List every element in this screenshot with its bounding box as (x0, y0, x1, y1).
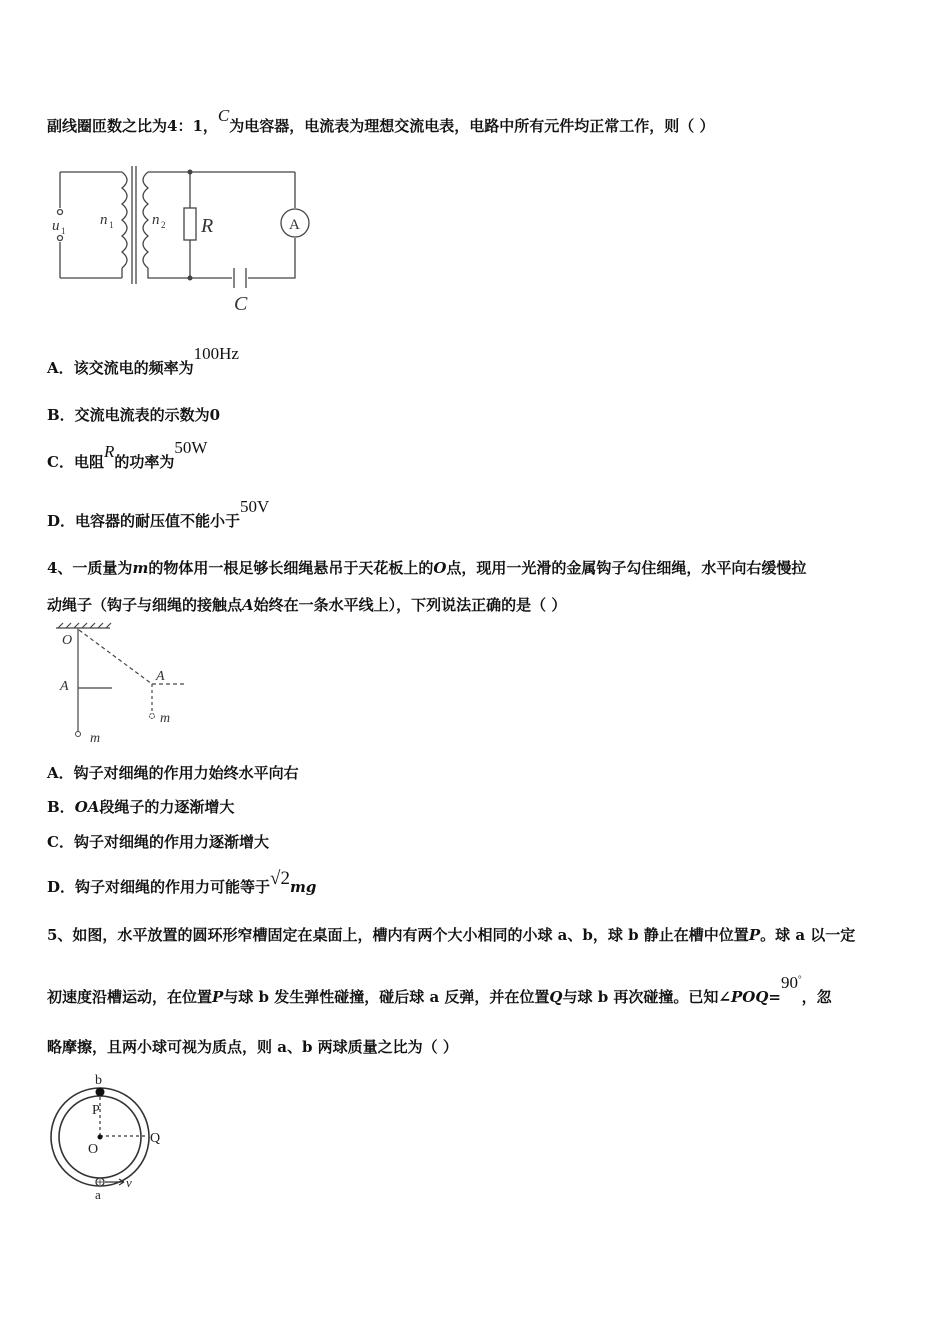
q4-option-c-text: C．钩子对细绳的作用力逐渐增大 (47, 833, 269, 851)
q5-stem-line1 (47, 924, 855, 945)
q3-capacitor-symbol: C (217, 106, 230, 125)
q4-option-c (47, 831, 269, 852)
q4-l1-c: 点，现用一光滑的金属钩子勾住细绳，水平向右缓慢拉 (446, 559, 807, 577)
q4-option-b-symbol: OA (74, 798, 100, 816)
q3-option-a-text: A．该交流电的频率为 (47, 359, 194, 377)
q4-option-a (47, 762, 299, 783)
q5-ring-groove-figure (48, 1070, 178, 1205)
fig-point-a-left-label: A (60, 679, 69, 694)
fig-n1-label: n (100, 212, 108, 228)
q4-stem-line2 (47, 594, 566, 615)
fig-n1-subscript: 1 (109, 220, 114, 230)
q3-option-a-value: 100Hz (193, 344, 239, 363)
q5-stem-line3 (47, 1036, 458, 1057)
q5-l1-b: 。球 a 以一定 (760, 926, 856, 944)
q3-option-c-value: 50W (174, 438, 208, 457)
q3-option-b (47, 404, 220, 425)
fig-center-o-label: O (88, 1142, 99, 1157)
q3-stem-post: 为电容器，电流表为理想交流电表，电路中所有元件均正常工作，则（ ） (229, 117, 715, 135)
q4-point-a-symbol: A (242, 596, 254, 614)
fig-point-a-right-label: A (156, 669, 165, 684)
q3-option-d-value: 50V (240, 497, 270, 516)
fig-mass-right-label: m (160, 711, 171, 726)
q5-l2-b: 与球 b 发生弹性碰撞，碰后球 a 反弹，并在位置 (223, 988, 550, 1006)
q4-option-d-sqrt: √2 (270, 868, 290, 889)
q4-option-a-text: A．钩子对细绳的作用力始终水平向右 (47, 764, 299, 782)
q4-l1-a: 4、一质量为 (47, 559, 133, 577)
q4-l1-b: 的物体用一根足够长细绳悬吊于天花板上的 (148, 559, 434, 577)
q5-angle-poq: POQ= (731, 988, 781, 1006)
q5-l1-a: 5、如图，水平放置的圆环形窄槽固定在桌面上，槽内有两个大小相同的小球 a、b，球 b 静止在槽中位置 (47, 926, 749, 944)
q3-option-c-pre: C．电阻 (47, 453, 104, 471)
q5-stem-line2 (47, 973, 832, 1007)
q5-point-q-symbol: Q (549, 988, 563, 1006)
q3-option-c-symbol: R (103, 442, 115, 461)
q5-point-p2-symbol: P (212, 988, 224, 1006)
fig-ball-a-label: a (95, 1187, 101, 1202)
q5-l2-d: ，忽 (801, 988, 832, 1006)
q3-stem-pre: 副线圈匝数之比为4：1， (47, 117, 218, 135)
q4-option-d-pre: D．钩子对细绳的作用力可能等于 (47, 878, 271, 896)
q4-mass-symbol: m (132, 559, 149, 577)
q4-option-b-pre: B． (47, 798, 75, 816)
q3-option-d-text: D．电容器的耐压值不能小于 (47, 512, 241, 530)
q4-l2-b: 始终在一条水平线上），下列说法正确的是（ ） (253, 596, 567, 614)
q3-option-c-post: 的功率为 (114, 453, 175, 471)
q4-point-o-symbol: O (433, 559, 447, 577)
fig-n2-subscript: 2 (161, 220, 166, 230)
fig-ammeter-label: A (289, 217, 300, 233)
q3-option-c (47, 438, 208, 472)
q5-l2-a: 初速度沿槽运动，在位置 (47, 988, 213, 1006)
fig-ball-b-label: b (95, 1073, 102, 1088)
q5-point-p-symbol: P (748, 926, 761, 944)
q4-hook-rope-figure (52, 622, 202, 747)
fig-point-p-label: P (92, 1103, 100, 1118)
q5-angle-value: 90 (780, 973, 798, 992)
q5-l2-c: 与球 b 再次碰撞。已知∠ (562, 988, 731, 1006)
fig-capacitor-label: C (234, 293, 248, 315)
fig-velocity-label: v (126, 1175, 132, 1190)
fig-mass-left-label: m (90, 731, 101, 746)
q4-option-b-post: 段绳子的力逐渐增大 (99, 798, 235, 816)
fig-u1-subscript: 1 (61, 226, 66, 236)
q4-l2-a: 动绳子（钩子与细绳的接触点 (47, 596, 243, 614)
q4-option-d-mg: mg (289, 878, 317, 896)
fig-resistor-label: R (201, 215, 214, 237)
fig-u1-label: u (52, 218, 60, 234)
q4-option-b (47, 796, 234, 817)
fig-n2-label: n (152, 212, 160, 228)
q3-transformer-circuit-figure (50, 160, 320, 320)
q4-stem-line1 (47, 557, 806, 578)
q3-option-a (47, 344, 239, 378)
q3-stem (47, 106, 715, 136)
q3-option-d (47, 497, 270, 531)
fig-point-q-label: Q (150, 1131, 161, 1146)
q5-l3: 略摩擦，且两小球可视为质点，则 a、b 两球质量之比为（ ） (47, 1038, 458, 1056)
fig-point-o-label: O (62, 633, 73, 648)
q4-option-d (47, 868, 317, 898)
q3-option-b-text: B．交流电流表的示数为0 (47, 406, 221, 424)
q5-angle-degree: ° (797, 974, 802, 984)
